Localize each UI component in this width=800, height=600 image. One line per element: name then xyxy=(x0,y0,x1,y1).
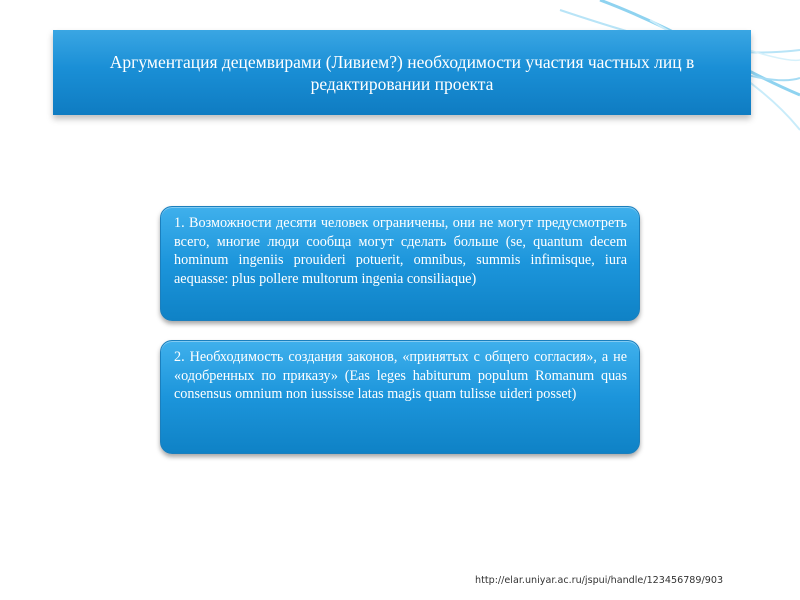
argument-card-2 xyxy=(160,340,640,454)
argument-text-1: 1. Возможности десяти человек ограничены, они не могут предусмотреть всего, многие люди сообща могут сделать больше (se, quantum decem hominum ingeniis prouideri potuerit, omnibus, summis infimisque, iura aequasse: plus pollere multorum ingenia consiliaque) xyxy=(174,215,627,287)
title-banner xyxy=(53,30,751,115)
source-link[interactable]: http://elar.uniyar.ac.ru/jspui/handle/123456789/903 xyxy=(475,575,724,586)
slide-title: Аргументация децемвирами (Ливием?) необходимости участия частных лиц в редактировании проекта xyxy=(109,51,695,94)
argument-text-2: 2. Необходимость создания законов, «принятых с общего согласия», а не «одобренных по приказу» (Eas leges habiturum populum Romanum quas consensus omnium non iussisse latas magis quam tulisse uideri posset) xyxy=(174,349,627,403)
argument-card-1 xyxy=(160,206,640,321)
